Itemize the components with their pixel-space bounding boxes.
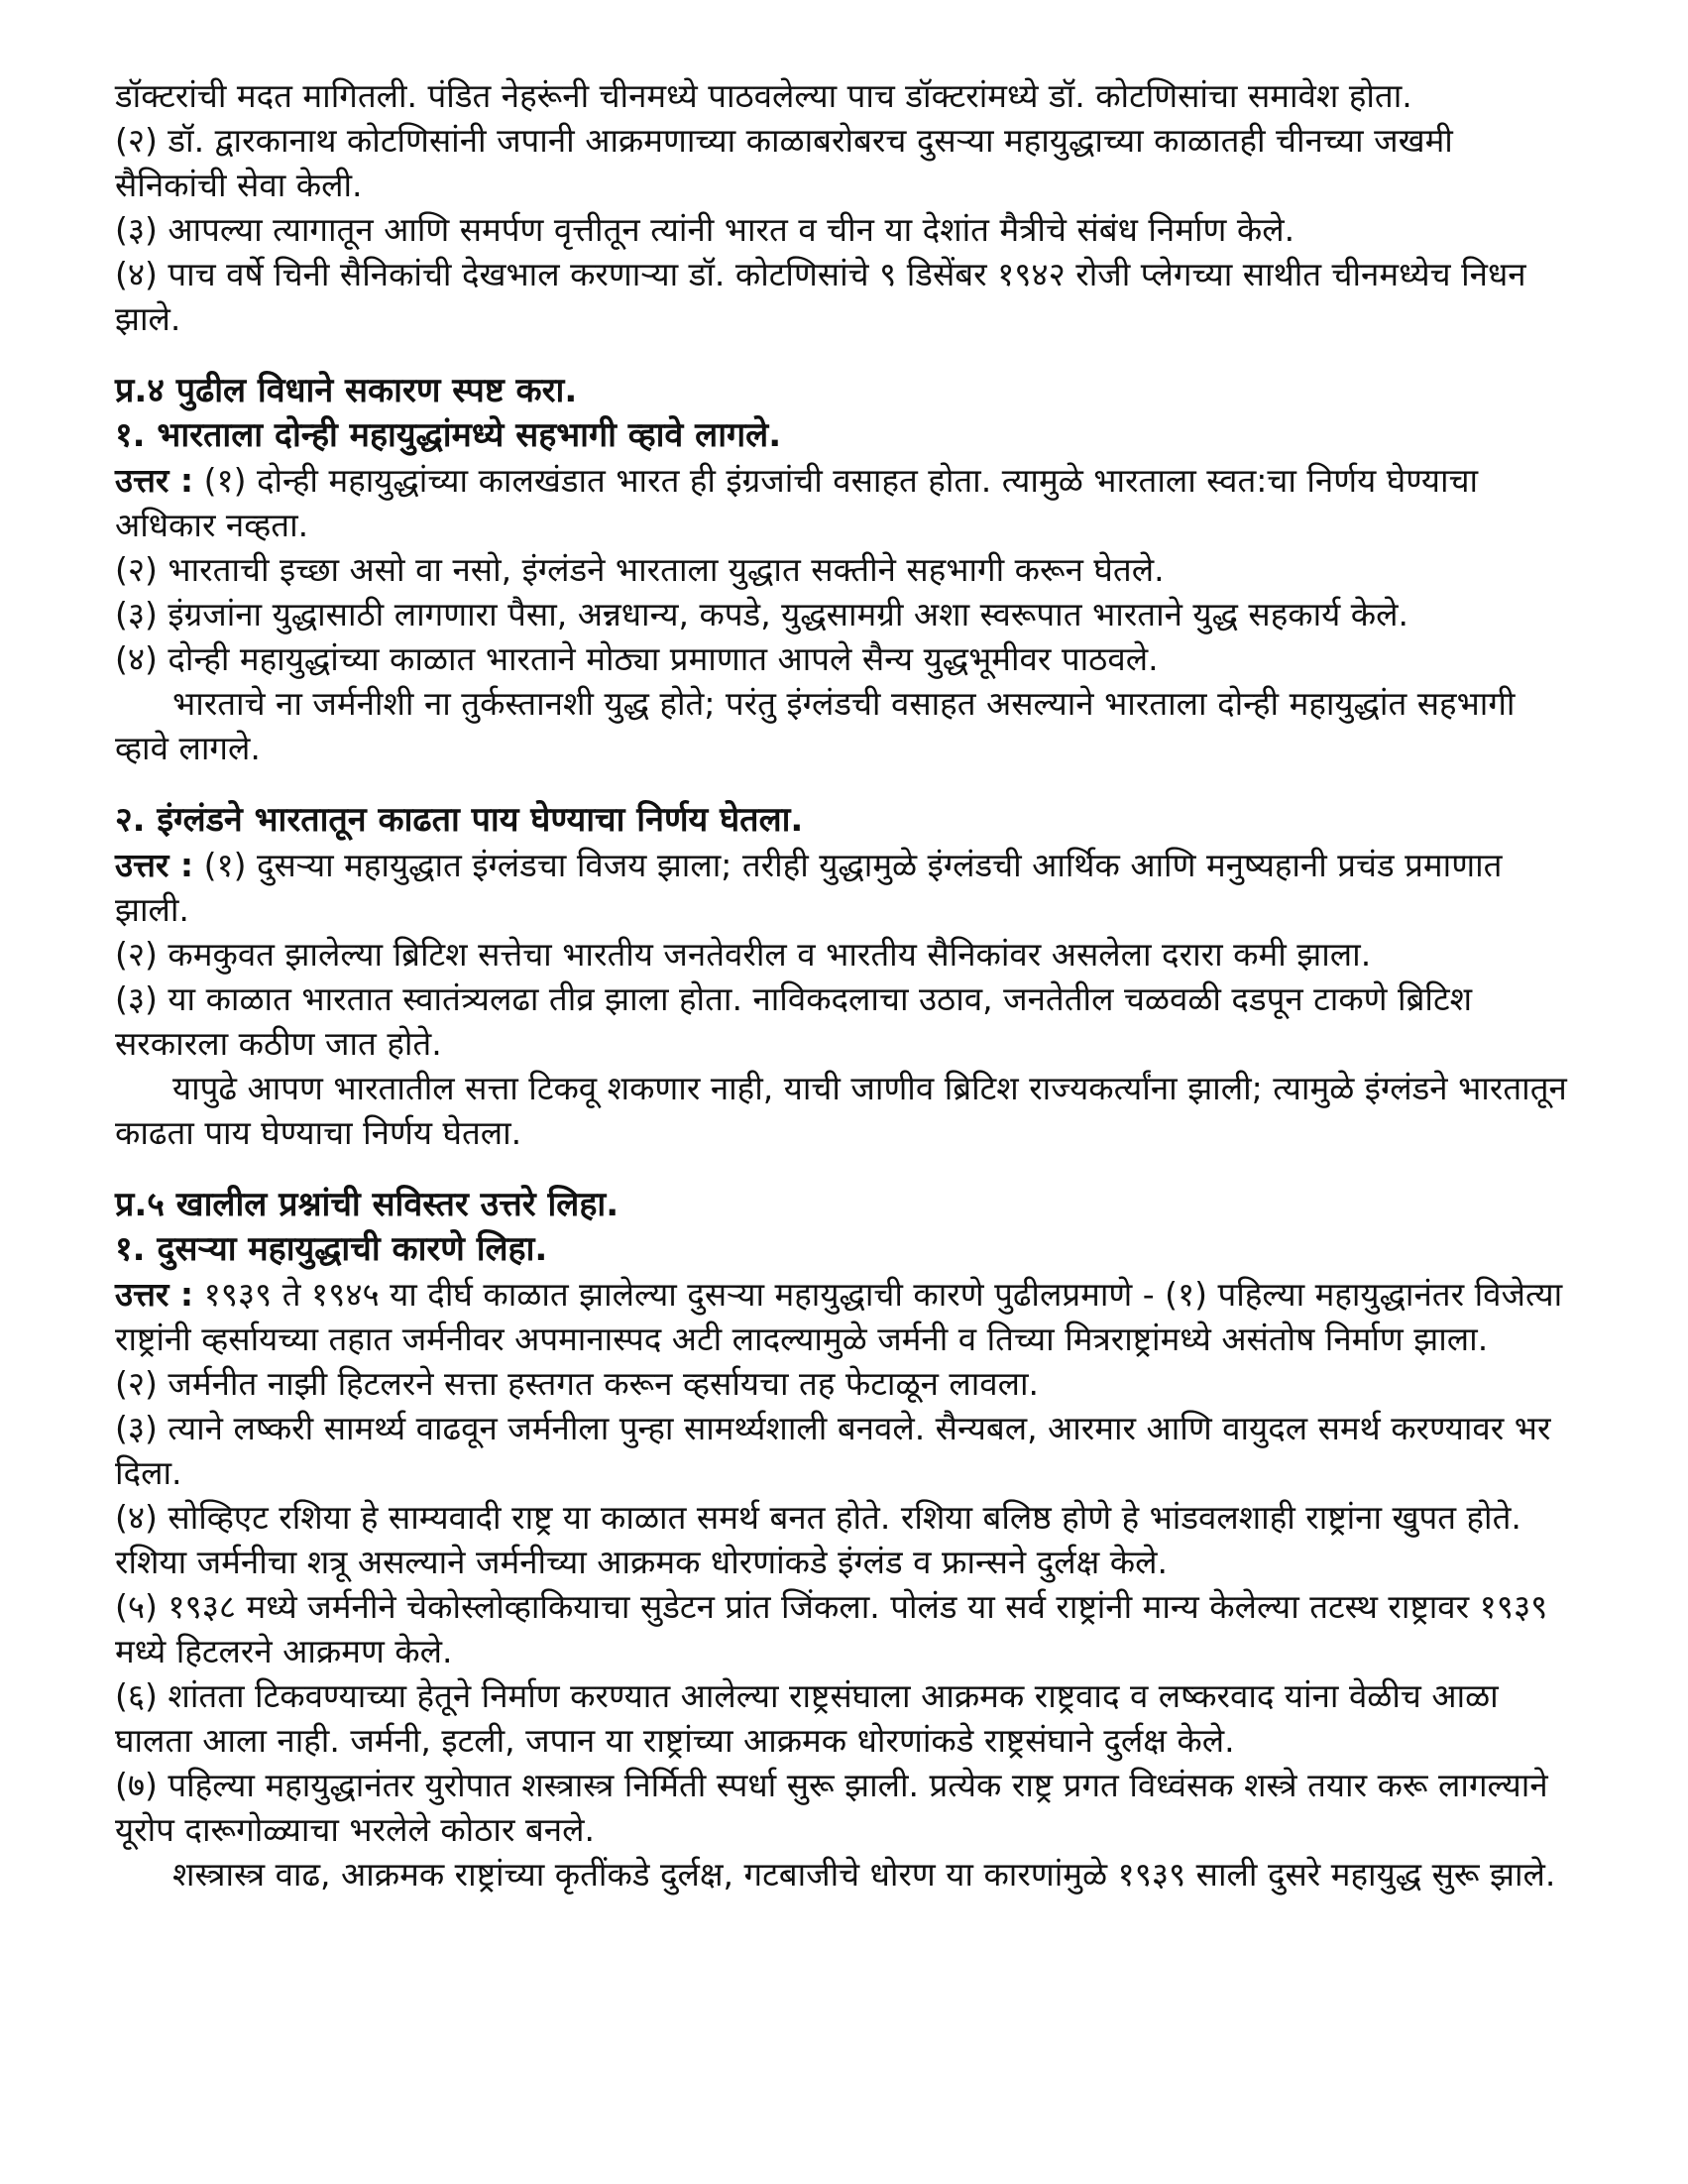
- q5-s1-answer-5: (५) १९३८ मध्ये जर्मनीने चेकोस्लोव्हाकियाचा सुडेटन प्रांत जिंकला. पोलंड या सर्व राष्ट्रांनी मान्य केलेल्या तटस्थ राष्ट्रावर १९३९ मध्ये हिटलरने आक्रमण केले.: [115, 1587, 1548, 1670]
- q4-s1-answer-1: [115, 458, 1572, 547]
- q4-s2-answer-2: (२) कमकुवत झालेल्या ब्रिटिश सत्तेचा भारतीय जनतेवरील व भारतीय सैनिकांवर असलेला दरारा कमी झाला.: [115, 935, 1372, 974]
- q4-s2-answer-1: [115, 843, 1572, 932]
- q5-s1-answer-2: (२) जर्मनीत नाझी हिटलरने सत्ता हस्तगत करून व्हर्सायचा तह फेटाळून लावला.: [115, 1364, 1040, 1403]
- q5-s1-answer-4: (४) सोव्हिएट रशिया हे साम्यवादी राष्ट्र या काळात समर्थ बनत होते. रशिया बलिष्ठ होणे हे भांडवलशाही राष्ट्रांना खुपत होते. रशिया जर्मनीचा शत्रू असल्याने जर्मनीच्या आक्रमक धोरणांकडे इंग्लंड व फ्रान्सने दुर्लक्ष केले.: [115, 1498, 1521, 1581]
- answer-text: (१) दोन्ही महायुद्धांच्या कालखंडात भारत ही इंग्रजांची वसाहत होता. त्यामुळे भारताला स्वत:चा निर्णय घेण्याचा अधिकार नव्हता.: [115, 461, 1479, 544]
- q5-s1-answer-7: (७) पहिल्या महायुद्धानंतर युरोपात शस्त्रास्त्र निर्मिती स्पर्धा सुरू झाली. प्रत्येक राष्ट्र प्रगत विध्वंसक शस्त्रे तयार करू लागल्याने यूरोप दारूगोळ्याचा भरलेले कोठार बनले.: [115, 1766, 1548, 1849]
- intro-paragraph: डॉक्टरांची मदत मागितली. पंडित नेहरूंनी चीनमध्ये पाठवलेल्या पाच डॉक्टरांमध्ये डॉ. कोटणिसांचा समावेश होता.: [115, 76, 1412, 115]
- q4-s1-answer-2: (२) भारताची इच्छा असो वा नसो, इंग्लंडने भारताला युद्धात सक्तीने सहभागी करून घेतले.: [115, 550, 1165, 589]
- answer-text: १९३९ ते १९४५ या दीर्घ काळात झालेल्या दुसऱ्या महायुद्धाची कारणे पुढीलप्रमाणे - (१) पहिल्या महायुद्धानंतर विजेत्या राष्ट्रांनी व्हर्सायच्या तहात जर्मनीवर अपमानास्पद अटी लादल्यामुळे जर्मनी व तिच्या मित्रराष्ट्रांमध्ये असंतोष निर्माण झाला.: [115, 1275, 1563, 1358]
- q4-s1-title: १. भारताला दोन्ही महायुद्धांमध्ये सहभागी व्हावे लागले.: [115, 415, 782, 455]
- section-gap: [115, 1155, 1572, 1183]
- answer-text: (१) दुसऱ्या महायुद्धात इंग्लंडचा विजय झाला; तरीही युद्धामुळे इंग्लंडची आर्थिक आणि मनुष्यहानी प्रचंड प्रमाणात झाली.: [115, 846, 1503, 929]
- cut-off-next-line: [115, 2092, 1106, 2114]
- intro-point-3: (३) आपल्या त्यागातून आणि समर्पण वृत्तीतून त्यांनी भारत व चीन या देशांत मैत्रीचे संबंध निर्माण केले.: [115, 210, 1295, 249]
- answer-label: उत्तर :: [115, 1275, 194, 1314]
- page-content: [115, 73, 1572, 1897]
- answer-label: उत्तर :: [115, 846, 194, 884]
- q4-heading: प्र.४ पुढील विधाने सकारण स्पष्ट करा.: [115, 371, 578, 410]
- q4-s2-title: २. इंग्लंडने भारतातून काढता पाय घेण्याचा निर्णय घेतला.: [115, 800, 804, 840]
- q5-s1-conclusion: शस्त्रास्त्र वाढ, आक्रमक राष्ट्रांच्या कृतींकडे दुर्लक्ष, गटबाजीचे धोरण या कारणांमुळे १९३९ साली दुसरे महायुद्ध सुरू झाले.: [172, 1855, 1556, 1894]
- q5-s1-answer-6: (६) शांतता टिकवण्याच्या हेतूने निर्माण करण्यात आलेल्या राष्ट्रसंघाला आक्रमक राष्ट्रवाद व लष्करवाद यांना वेळीच आळा घालता आला नाही. जर्मनी, इटली, जपान या राष्ट्रांच्या आक्रमक धोरणांकडे राष्ट्रसंघाने दुर्लक्ष केले.: [115, 1676, 1499, 1760]
- section-gap: [115, 341, 1572, 369]
- intro-point-4: (४) पाच वर्षे चिनी सैनिकांची देखभाल करणाऱ्या डॉ. कोटणिसांचे ९ डिसेंबर १९४२ रोजी प्लेगच्या साथीत चीनमध्येच निधन झाले.: [115, 255, 1526, 338]
- q5-s1-answer-3: (३) त्याने लष्करी सामर्थ्य वाढवून जर्मनीला पुन्हा सामर्थ्यशाली बनवले. सैन्यबल, आरमार आणि वायुदल समर्थ करण्यावर भर दिला.: [115, 1409, 1551, 1492]
- q5-heading: प्र.५ खालील प्रश्नांची सविस्तर उत्तरे लिहा.: [115, 1185, 619, 1224]
- q5-s1-answer-1: [115, 1272, 1572, 1361]
- q4-s2-conclusion: यापुढे आपण भारतातील सत्ता टिकवू शकणार नाही, याची जाणीव ब्रिटिश राज्यकर्त्यांना झाली; त्यामुळे इंग्लंडने भारतातून काढता पाय घेण्याचा निर्णय घेतला.: [115, 1069, 1567, 1152]
- q4-s1-conclusion: भारताचे ना जर्मनीशी ना तुर्कस्तानशी युद्ध होते; परंतु इंग्लंडची वसाहत असल्याने भारताला दोन्ही महायुद्धांत सहभागी व्हावे लागले.: [115, 684, 1516, 767]
- answer-label: उत्तर :: [115, 461, 194, 500]
- intro-point-2: (२) डॉ. द्वारकानाथ कोटणिसांनी जपानी आक्रमणाच्या काळाबरोबरच दुसऱ्या महायुद्धाच्या काळातही चीनच्या जखमी सैनिकांची सेवा केली.: [115, 121, 1453, 204]
- q4-s2-answer-3: (३) या काळात भारतात स्वातंत्र्यलढा तीव्र झाला होता. नाविकदलाचा उठाव, जनतेतील चळवळी दडपून टाकणे ब्रिटिश सरकारला कठीण जात होते.: [115, 979, 1473, 1063]
- q4-s1-answer-3: (३) इंग्रजांना युद्धासाठी लागणारा पैसा, अन्नधान्य, कपडे, युद्धसामग्री अशा स्वरूपात भारताने युद्ध सहकार्य केले.: [115, 595, 1408, 633]
- q5-s1-title: १. दुसऱ्या महायुद्धाची कारणे लिहा.: [115, 1229, 548, 1269]
- section-gap: [115, 770, 1572, 798]
- q4-s1-answer-4: (४) दोन्ही महायुद्धांच्या काळात भारताने मोठ्या प्रमाणात आपले सैन्य युद्धभूमीवर पाठवले.: [115, 639, 1159, 678]
